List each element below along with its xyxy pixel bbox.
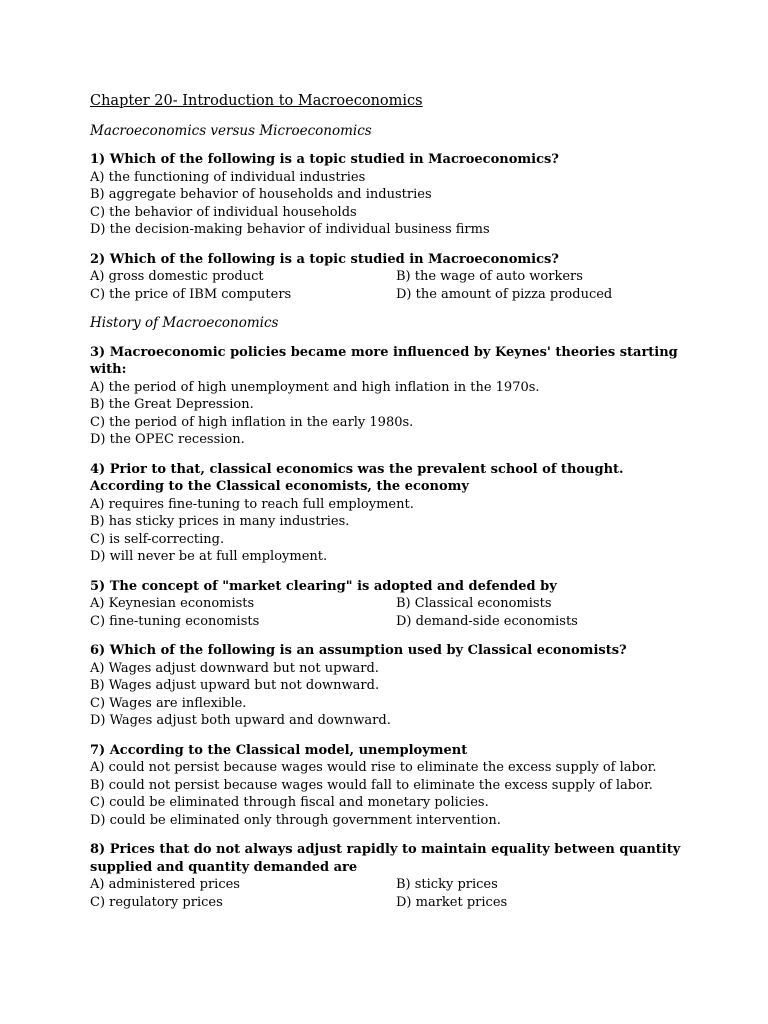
answer-option: B) the Great Depression.	[90, 397, 254, 412]
answer-options	[90, 759, 690, 829]
answer-options	[90, 268, 690, 303]
question-block	[90, 642, 690, 730]
answer-option: C) is self-correcting.	[90, 531, 225, 547]
answer-option: D) the amount of pizza produced	[396, 286, 613, 302]
answer-options	[90, 169, 690, 239]
question-text: 6) Which of the following is an assumption used by Classical economists?	[90, 643, 627, 658]
document-page	[90, 93, 690, 923]
answer-option: D) market prices	[396, 894, 508, 910]
answer-option: A) Keynesian economists	[90, 596, 255, 611]
answer-option: A) requires fine-tuning to reach full employment.	[90, 496, 414, 512]
answer-options	[90, 595, 690, 630]
answer-option: A) could not persist because wages would rise to eliminate the excess supply of labor.	[90, 760, 657, 775]
answer-option: C) the price of IBM computers	[90, 286, 292, 302]
question-block	[90, 151, 690, 239]
answer-option: D) demand-side economists	[396, 613, 578, 629]
answer-option: C) the behavior of individual households	[90, 204, 357, 220]
question-block	[90, 251, 690, 304]
answer-options	[90, 660, 690, 730]
answer-options	[90, 379, 690, 449]
answer-option: A) administered prices	[90, 877, 240, 892]
question-block	[90, 841, 690, 911]
question-text: 2) Which of the following is a topic studied in Macroeconomics?	[90, 251, 559, 267]
answer-option: B) aggregate behavior of households and industries	[90, 187, 432, 202]
answer-option: B) the wage of auto workers	[396, 269, 583, 284]
answer-option: C) fine-tuning economists	[90, 613, 260, 629]
answer-option: A) the period of high unemployment and high inflation in the 1970s.	[90, 379, 540, 395]
question-text: 8) Prices that do not always adjust rapidly to maintain equality between quantity supplied and quantity demanded are	[90, 842, 681, 875]
question-block	[90, 461, 690, 566]
question-block	[90, 578, 690, 631]
answer-option: D) the OPEC recession.	[90, 432, 245, 447]
question-block	[90, 742, 690, 830]
answer-option: B) sticky prices	[396, 877, 498, 892]
answer-option: D) the decision-making behavior of individual business firms	[90, 222, 490, 237]
answer-option: D) could be eliminated only through government intervention.	[90, 812, 501, 828]
section-heading: History of Macroeconomics	[90, 315, 279, 331]
answer-option: A) the functioning of individual industries	[90, 169, 366, 185]
answer-option: A) gross domestic product	[90, 269, 264, 284]
question-text: 1) Which of the following is a topic studied in Macroeconomics?	[90, 152, 559, 167]
answer-option: C) could be eliminated through fiscal and monetary policies.	[90, 795, 489, 810]
chapter-title: Chapter 20- Introduction to Macroeconomics	[90, 93, 423, 109]
answer-options	[90, 496, 690, 566]
answer-option: A) Wages adjust downward but not upward.	[90, 660, 379, 676]
answer-options	[90, 876, 690, 911]
question-text: 5) The concept of "market clearing" is adopted and defended by	[90, 578, 557, 594]
answer-option: C) Wages are inflexible.	[90, 695, 247, 711]
section-heading: Macroeconomics versus Microeconomics	[90, 122, 372, 139]
answer-option: B) has sticky prices in many industries.	[90, 514, 350, 529]
answer-option: B) could not persist because wages would fall to eliminate the excess supply of labor.	[90, 777, 653, 793]
question-text: 3) Macroeconomic policies became more influenced by Keynes' theories starting with:	[90, 344, 678, 377]
answer-option: D) Wages adjust both upward and downward.	[90, 713, 391, 728]
answer-option: C) the period of high inflation in the early 1980s.	[90, 414, 414, 430]
question-block	[90, 344, 690, 449]
answer-option: B) Wages adjust upward but not downward.	[90, 678, 380, 693]
question-text: 7) According to the Classical model, unemployment	[90, 742, 468, 758]
answer-option: C) regulatory prices	[90, 894, 223, 910]
document-body	[90, 123, 690, 912]
answer-option: B) Classical economists	[396, 596, 552, 611]
answer-option: D) will never be at full employment.	[90, 549, 328, 564]
question-text: 4) Prior to that, classical economics was the prevalent school of thought. According to the Classical economists, the economy	[90, 461, 624, 494]
